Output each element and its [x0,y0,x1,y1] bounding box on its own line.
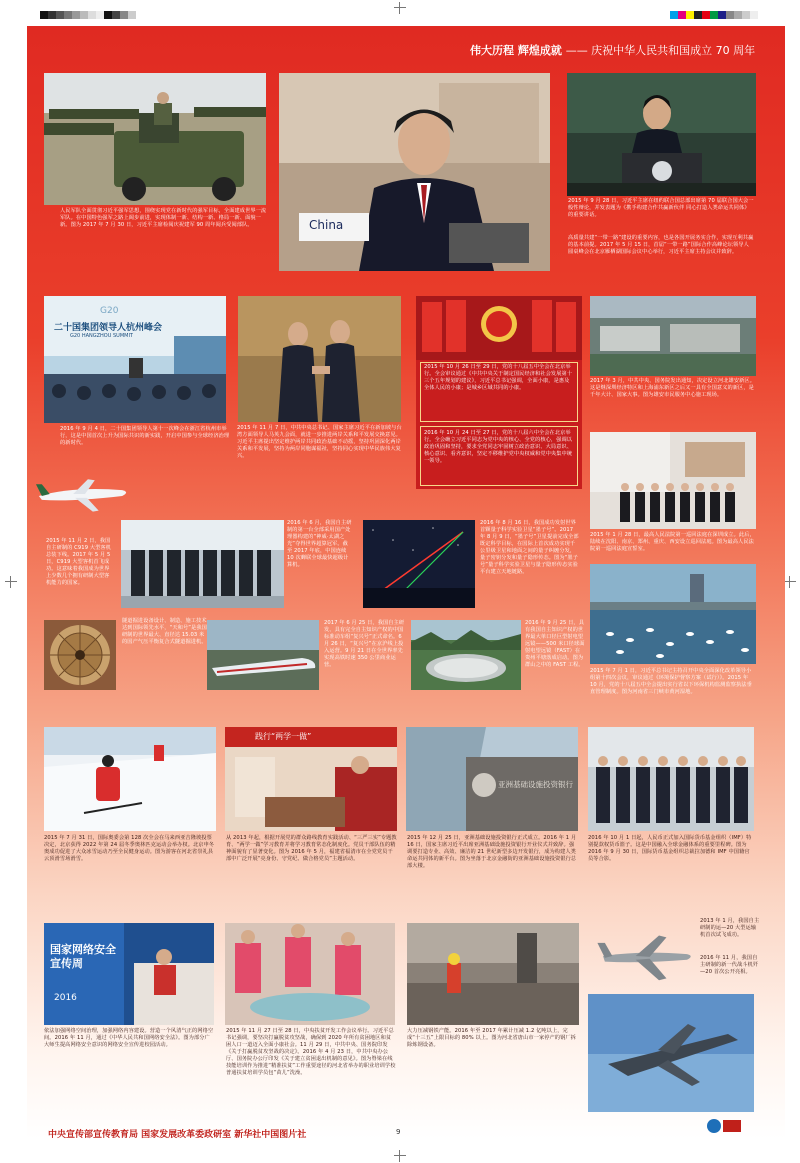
caption-military-parade: 人民军队全面贯彻习近平强军思想，围绕实现党在新时代的强军目标，全面建成世界一流军队。在中国特色强军之路上阔步前进，实现体制一新、结构一新、格局一新、面貌一新。图为 2017 年 7 月 30 日，习近平主席检阅庆祝建军 90 周年阅兵受阅部队。 [60,208,267,228]
color-calibration-bar [40,4,136,12]
photo-supercomputer [121,520,284,608]
caption-fast: 2016 年 9 月 25 日，具有我国自主知识产权的世界最大单口径巨型射电望远镜——500 米口径球面射电望远镜（FAST）在贵州平塘落成启动。图为群山之中的 FAST 工程。 [525,620,585,668]
aiib-sign-text: 亚洲基础设施投资银行 [498,780,573,789]
caption-environment: 2015 年 7 月 1 日，习近平总书记主持召开中央全面深化改革领导小组第十四次会议，审议通过《环境保护督察方案（试行）》。2015 年 10 月，党的十八届五中全会提出实行省以下环保机构监测监察执法垂直管理制度。图为河南省三门峡市黄河湿地。 [590,668,752,695]
header-subtitle: —— 庆祝中华人民共和国成立 70 周年 [565,44,756,57]
page-header [470,42,770,58]
footer-publishers: 中央宣传部宣传教育局 国家发展改革委政研室 新华社中国图片社 [48,1130,307,1140]
net-poster-year: 2016 [54,993,77,1003]
caption-quantum: 2016 年 8 月 16 日，我国成功发射世界首颗量子科学实验卫星“墨子号”。2017 年 8 月 9 日，“墨子号”卫星提前完成全部既定科学目标，在国际上首次成功实现千公里级卫星和地面之间的量子纠缠分发，量子密钥分发和量子隐形传态。图为“墨子号”量子科学实验卫星与量子隐形传态实验平台建立天地链路。 [480,520,579,575]
c919-plane-icon [34,474,132,514]
g20-banner-main: 二十国集团领导人杭州峰会 [54,323,163,333]
registration-cross-icon [394,1150,406,1162]
caption-c919: 2015 年 11 月 2 日，我国自主研制的 C919 大型客机总装下线。2017 年 5 月 5 日，C919 大型客机首飞成功。这意味着我国成为世界上少数几个拥有研制大型客机能力的国家。 [46,538,112,586]
caption-y20: 2013 年 1 月，我国自主研制的运—20 大型运输机首次试飞成功。 [700,918,760,938]
caption-winter-olympics: 2015 年 7 月 31 日，国际奥委会第 128 次全会在马来西亚吉隆坡投票决定，北京获得 2022 年第 24 届冬季奥林匹克运动会举办权。北京申冬奥成功促进了大众冰雪运动乃至全民健身运动。图为游客在河北省崇礼县云顶滑雪场滑雪。 [44,835,215,862]
photo-swan-lake [590,564,756,664]
photo-xi-ma-meeting [238,296,401,422]
caption-g20: 2016 年 9 月 4 日，二十国集团领导人第十一次峰会在浙江省杭州市举行，这是中国首次上升为国际共识的新实践，开启中国参与全球经济治理的新时代。 [60,426,230,446]
caption-cybersecurity: 依法加强网络空间治理，加强网络内容建设。营造一个风清气正的网络空间。2016 年 11 月，通过《中华人民共和国网络安全法》。图为部分广大师生提高网络安全意识的网络安全宣传进校园活动。 [44,1028,214,1048]
photo-fast-telescope [411,620,521,690]
photo-tunnel-boring-machine [44,620,116,690]
caption-belt-road-forum: 高质量共建“一带一路”建设的重要内容，也是各国开展务实合作，实现互利共赢的基本前提。2017 年 5 月 15 日，首届“一带一路”国际合作高峰论坛领导人圆桌峰会在北京雁栖湖国际会议中心举行，习近平主席主持会议并致辞。 [568,235,754,255]
photo-imf-group [588,727,754,831]
color-calibration-bar-right [670,4,758,12]
photo-g20-summit [44,296,226,423]
publisher-logo-icon [706,1116,742,1136]
caption-sixth-plenum: 2016 年 10 月 24 日至 27 日，党的十八届六中全会在北京举行。全会确立习近平同志为党中央的核心、全党的核心，强调以政治巩固和坚持，要求全党同志牢固树立政治意识、大局意识、核心意识、看齐意识，坚定不移维护党中央权威和党中央集中统一领导。 [424,430,573,464]
caption-fifth-plenum: 2015 年 10 月 26 日至 29 日，党的十八届五中全会在北京举行。全会审议通过《中共中央关于制定国民经济和社会发展第十三个五年规划的建议》，习近平总书记强调，全面小康，是惠及全体人民的小康；是城乡区域共同的小康。 [424,364,573,391]
y20-plane-icon [590,928,700,984]
photo-aiib-building [406,727,578,831]
photo-steel-mill [407,923,579,1025]
net-poster-text: 国家网络安全宣传周 [50,943,116,970]
caption-xi-ma-meeting: 2015 年 11 月 7 日，中共中央总书记、国家主席习近平在新加坡与台湾方面领导人马英九会面，就进一步推进两岸关系和平发展交换意见。习近平主席提出坚定维护两岸共同政治基础不动摇，坚持巩固深化两岸关系和平发展，坚持为两岸同胞谋福祉，坚持同心实现中华民族伟大复兴。 [237,425,402,459]
caption-xiongan: 2017 年 3 月，中共中央、国务院发出通知，决定设立河北雄安新区。这是继深圳经济特区和上海浦东新区之后又一具有全国意义的新区，是千年大计、国家大事。图为雄安市民服务中心施工现场。 [590,378,756,398]
caption-court: 2015 年 1 月 28 日，最高人民法院第一巡回法庭在深圳成立。此后，陆续在沈阳、南京、郑州、重庆、西安设立巡回法庭。图为最高人民法院第一巡回法庭宣誓室。 [590,532,755,552]
party-emblem-icon [416,296,582,360]
caption-fuxing: 2017 年 6 月 25 日，我国自主研发、具有完全自主知识产权的中国标准动车组“复兴号”正式命名。6 月 26 日，“复兴号”在京沪线上投入运营。9 月 21 日在全世界率先实现高铁时速 350 公里商业运营。 [324,620,405,668]
caption-supercomputer: 2016 年 6 月，我国自主研制的第一台全部采用国产处理器构建的“神威·太湖之光”夺得世界超算冠军。截至 2017 年底，中国连续 10 次蝉联全球最快超级计算机。 [287,520,352,568]
caption-imf: 2016 年 10 月 1 日起，人民币正式加入国际货币基金组织（IMF）特别提款权货币篮子。这是中国融入全球金融体系的重要里程碑。图为 2016 年 9 月 30 日，国际货币基金组织总裁拉加德和 IMF 中国籍官员等合影。 [588,835,752,862]
party-banner-text: 践行“两学一做” [255,732,312,741]
photo-military-parade [44,73,266,205]
photo-xiongan-aerial [590,296,756,376]
photo-j20-fighter [588,994,754,1112]
caption-aiib: 2015 年 12 月 25 日，亚洲基础设施投资银行正式成立。2016 年 1 月 16 日，国家主席习近平出席亚洲基础设施投资银行开业仪式并致辞。强调要打造专业、高效、廉洁的 21 世纪新型多边开发银行，成为构建人类命运共同体的新平台。图为坐落于北京金融街的亚洲基础设施投资银行总部大楼。 [407,835,577,869]
photo-party-education [225,727,397,831]
nameplate-label: China [309,218,344,232]
g20-banner-top: G20 [100,306,119,316]
caption-steel: 大力压减钢铁产能。2016 年至 2017 年累计压减 1.2 亿吨以上，完成“十三五”上限目标的 80% 以上。图为河北省唐山市一家停产的钢厂拆除炼钢设备。 [407,1028,576,1048]
registration-cross-icon [784,576,796,588]
registration-cross-icon [5,576,17,588]
photo-skiing [44,727,216,831]
g20-banner-en: G20 HANGZHOU SUMMIT [70,333,133,339]
header-title: 伟大历程 辉煌成就 [470,44,562,57]
photo-xi-speech-china [279,73,550,271]
caption-j20: 2016 年 11 月，我国自主研制的新一代战斗机歼—20 首次公开亮相。 [700,955,759,975]
photo-court-oath [590,432,756,529]
caption-party-education: 从 2013 年起，根据开展党的群众路线教育实践活动、“三严三实”专题教育、“两学一做”学习教育并将学习教育常态化制度化。党员干部队伍的精神面貌有了显著变化。图为 2016 年 5 月，福建省福清市在全党党员干部中广泛开展“亮身份、守党纪、做合格党员”主题活动。 [226,835,397,862]
caption-tunnel-machine: 隧道掘进设备设计、制造、施工技术达到国际领先水平，“天和号”是我国研制的世界最大、直径达 15.03 米的国产气压平衡复合式隧道掘进机。 [122,618,207,645]
photo-quantum-satellite [363,520,475,608]
caption-un-assembly: 2015 年 9 月 28 日，习近平主席在纽约联合国总部出席第 70 届联合国大会一般性辩论，并发表题为《携手构建合作共赢新伙伴 同心打造人类命运共同体》的重要讲话。 [568,198,754,218]
photo-fuxing-train [207,620,319,690]
photo-cybersecurity-week [44,923,214,1025]
registration-cross-icon [394,2,406,14]
caption-poverty: 2015 年 11 月 27 日至 28 日，中央扶贫开发工作会议举行。习近平总书记强调，要坚决打赢脱贫攻坚战，确保到 2020 年所有贫困地区和贫困人口一道迈入全面小康社会。11 月 29 日，中共中央、国务院印发《关于打赢脱贫攻坚战的决定》。2016 年 4 月 23 日，中共中央办公厅、国务院办公厅印发《关于建立贫困退出机制的意见》。图为脊梁在线技能培训作为推进“精准扶贫”工作重要途径的河北省举办的职业培训学校普通扶贫培训学员包“苗儿”洗澡。 [226,1028,396,1076]
page-number: 9 [396,1128,401,1136]
photo-un-general-assembly [567,73,756,196]
photo-poverty-training [225,923,395,1025]
